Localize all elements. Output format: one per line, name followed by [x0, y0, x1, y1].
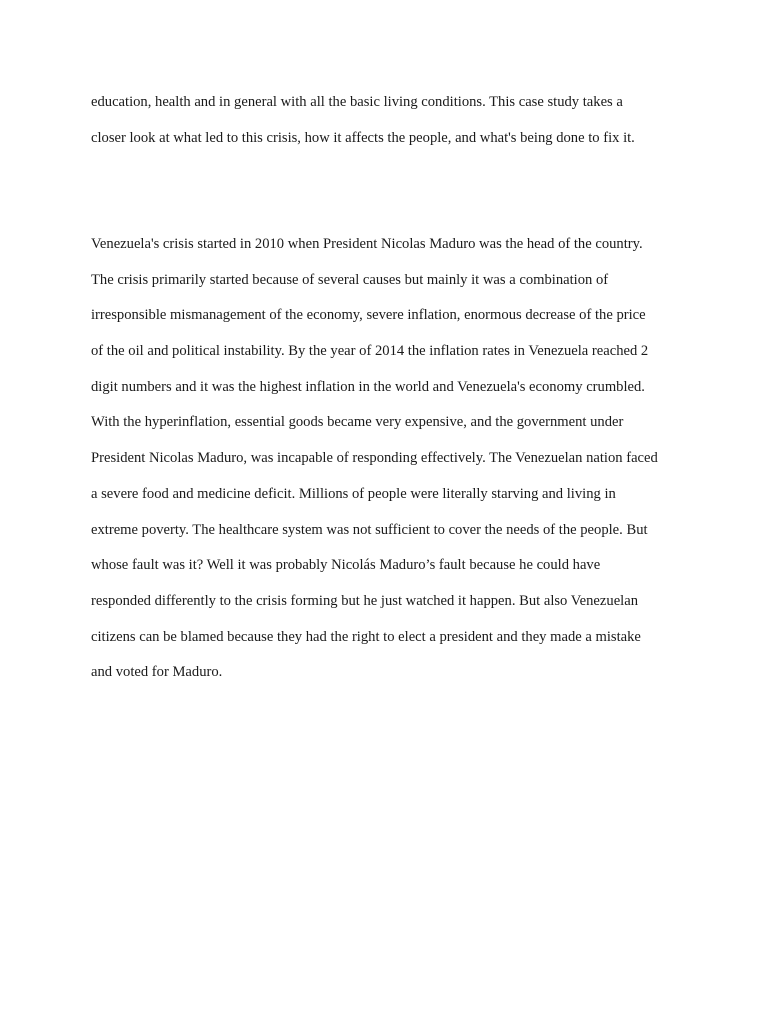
text-line: President Nicolas Maduro, was incapable of responding effectively. The Venezuelan nation faced [91, 450, 658, 467]
text-line: and voted for Maduro. [91, 664, 223, 681]
text-line: a severe food and medicine deficit. Millions of people were literally starving and living in [91, 485, 616, 502]
text-line: citizens can be blamed because they had the right to elect a president and they made a mistake [91, 628, 641, 645]
text-line: education, health and in general with all the basic living conditions. This case study takes a [91, 94, 623, 110]
text-line: digit numbers and it was the highest inflation in the world and Venezuela's economy crumbled. [91, 378, 645, 395]
paragraph-intro [91, 91, 691, 162]
text-line: irresponsible mismanagement of the economy, severe inflation, enormous decrease of the price [91, 307, 646, 324]
text-line: whose fault was it? Well it was probably Nicolás Maduro’s fault because he could have [91, 557, 601, 574]
text-line: closer look at what led to this crisis, how it affects the people, and what's being done to fix it. [91, 129, 635, 146]
text-line: extreme poverty. The healthcare system was not sufficient to cover the needs of the people. But [91, 521, 648, 538]
paragraph-crisis-causes [91, 233, 691, 697]
text-line: Venezuela's crisis started in 2010 when President Nicolas Maduro was the head of the country. [91, 236, 643, 252]
text-line: responded differently to the crisis forming but he just watched it happen. But also Venezuelan [91, 592, 638, 609]
text-line: of the oil and political instability. By the year of 2014 the inflation rates in Venezuela reached 2 [91, 343, 649, 360]
text-line: With the hyperinflation, essential goods became very expensive, and the government under [91, 414, 624, 431]
text-line: The crisis primarily started because of several causes but mainly it was a combination of [91, 271, 609, 288]
